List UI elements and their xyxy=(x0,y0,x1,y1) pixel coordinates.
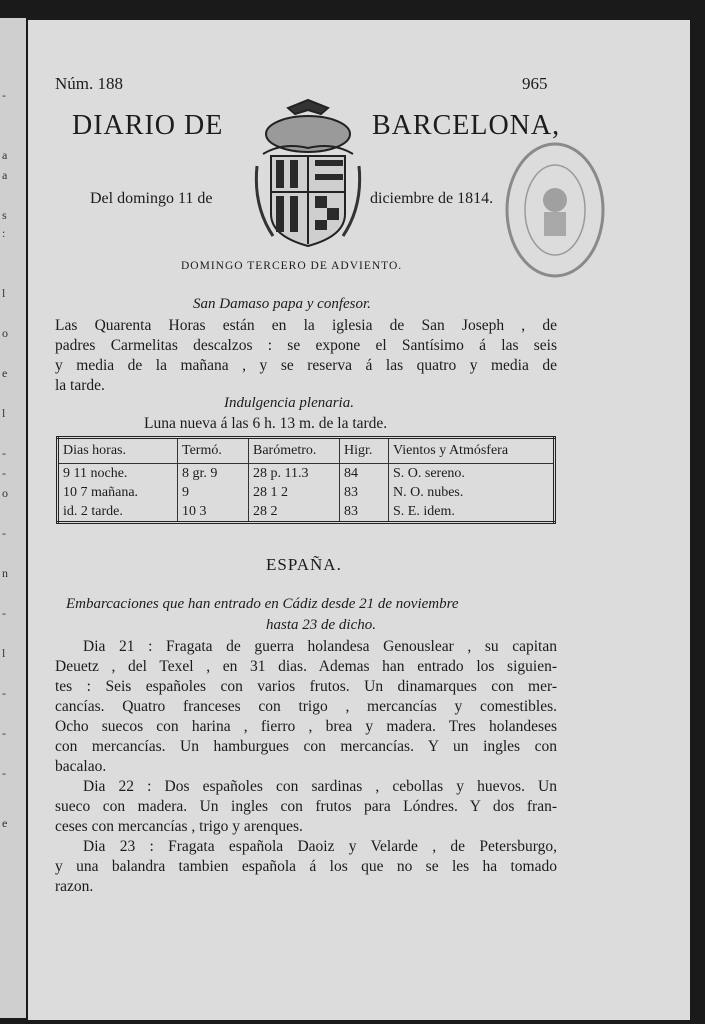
paragraph-line: Dia 23 : Fragata española Daoiz y Velarde , de Petersburgo, xyxy=(83,838,557,855)
paragraph-line: Deuetz , del Texel , en 31 dias. Ademas han entrado los siguien- xyxy=(55,658,557,675)
section-subheading: Embarcaciones que han entrado en Cádiz desde 21 de noviembre xyxy=(66,596,459,612)
paragraph-line: Ocho suecos con harina , fierro , brea y madera. Tres holandeses xyxy=(55,718,557,735)
moon-phase: Luna nueva á las 6 h. 13 m. de la tarde. xyxy=(144,415,388,432)
left-page-fragment: : xyxy=(2,226,6,240)
shipping-news-body xyxy=(55,637,557,897)
paragraph-line: bacalao. xyxy=(55,758,107,775)
paragraph-line: Dia 21 : Fragata de guerra holandesa Genouslear , su capitan xyxy=(83,638,557,655)
table-row xyxy=(58,464,555,484)
paragraph-line: ceses con mercancías , trigo y arenques. xyxy=(55,818,303,835)
paragraph-line: Dia 22 : Dos españoles con sardinas , cebollas y huevos. Un xyxy=(83,778,557,795)
weather-cell: 10 7 mañana. xyxy=(58,483,178,502)
weather-cell: 10 3 xyxy=(178,502,249,523)
masthead-title-right: BARCELONA, xyxy=(372,110,561,141)
weather-cell: S. O. sereno. xyxy=(393,465,465,481)
weather-cell: 84 xyxy=(340,464,389,484)
weather-cell: 8 gr. 9 xyxy=(178,464,249,484)
weather-table xyxy=(56,436,556,524)
weather-header: Barómetro. xyxy=(249,438,340,464)
coat-of-arms-icon xyxy=(253,96,363,250)
paragraph-line: tes : Seis españoles con varios frutos. Un dinamarques con mer- xyxy=(55,678,557,695)
left-page-fragment: s xyxy=(2,208,7,222)
weather-header: Dias horas. xyxy=(58,438,178,464)
date-line-right: diciembre de 1814. xyxy=(370,190,494,207)
left-page-fragment: a xyxy=(2,148,8,162)
saint-of-day: San Damaso papa y confesor. xyxy=(193,296,371,312)
table-row xyxy=(58,502,555,523)
indulgence-note: Indulgencia plenaria. xyxy=(224,395,354,411)
left-page-fragment: e xyxy=(2,816,8,830)
left-page-fragment: - xyxy=(2,766,6,780)
table-row xyxy=(58,483,555,502)
left-page-fragment: l xyxy=(2,286,6,300)
masthead-title-left: DIARIO DE xyxy=(72,110,224,141)
paragraph-line: con mercancías. Un hamburgues con mercancías. Y un ingles con xyxy=(55,738,557,755)
left-page-fragment: o xyxy=(2,326,8,340)
paragraph-line: y media de la mañana , y se reserva á las quatro y media de xyxy=(55,357,557,374)
paragraph-line: sueco con madera. Un ingles con frutos para Lóndres. Y dos fran- xyxy=(55,798,557,815)
section-heading: ESPAÑA. xyxy=(266,555,342,574)
left-page-fragment: - xyxy=(2,686,6,700)
paragraph-line: la tarde. xyxy=(55,377,105,394)
left-page-fragment: o xyxy=(2,486,8,500)
weather-cell: 28 p. 11.3 xyxy=(249,464,340,484)
weather-cell: 9 11 noche. xyxy=(58,464,178,484)
weather-cell: id. 2 tarde. xyxy=(58,502,178,523)
paragraph-line: padres Carmelitas descalzos : se expone el Santísimo á las seis xyxy=(55,337,557,354)
weather-header: Vientos y Atmósfera xyxy=(389,438,555,464)
weather-header: Higr. xyxy=(340,438,389,464)
section-subheading-cont: hasta 23 de dicho. xyxy=(266,617,376,633)
left-page-fragment: l xyxy=(2,406,6,420)
left-page-fragment: - xyxy=(2,446,6,460)
left-page-fragment: - xyxy=(2,88,6,102)
left-page-fragment: a xyxy=(2,168,8,182)
newspaper-page xyxy=(28,20,690,1020)
weather-cell: 83 xyxy=(340,483,389,502)
weather-cell: N. O. nubes. xyxy=(393,484,464,500)
weather-header: Termó. xyxy=(178,438,249,464)
left-page-fragment: n xyxy=(2,566,8,580)
paragraph-line: razon. xyxy=(55,878,94,895)
left-page-fragment: - xyxy=(2,466,6,480)
issue-number: Núm. 188 xyxy=(55,74,123,93)
left-page-fragment: - xyxy=(2,606,6,620)
forty-hours-paragraph xyxy=(55,316,557,396)
paragraph-line: y una balandra tambien española á los que no se les ha tomado xyxy=(55,858,557,875)
left-page-fragment: - xyxy=(2,526,6,540)
library-stamp-icon xyxy=(502,138,608,282)
weather-cell: S. E. idem. xyxy=(393,503,455,519)
weather-cell: 9 xyxy=(178,483,249,502)
liturgical-sunday: DOMINGO TERCERO DE ADVIENTO. xyxy=(181,260,403,272)
weather-cell: 83 xyxy=(340,502,389,523)
left-page-fragment: - xyxy=(2,726,6,740)
paragraph-line: Las Quarenta Horas están en la iglesia de San Joseph , de xyxy=(55,317,557,334)
weather-cell: 28 1 2 xyxy=(249,483,340,502)
paragraph-line: cancías. Quatro franceses con trigo , mercancías y comestibles. xyxy=(55,698,557,715)
left-page-edge xyxy=(0,18,26,1018)
weather-header-row xyxy=(58,438,555,464)
page-number: 965 xyxy=(522,74,548,93)
date-line-left: Del domingo 11 de xyxy=(90,190,213,207)
weather-cell: 28 2 xyxy=(249,502,340,523)
left-page-fragment: e xyxy=(2,366,8,380)
left-page-fragment: l xyxy=(2,646,6,660)
